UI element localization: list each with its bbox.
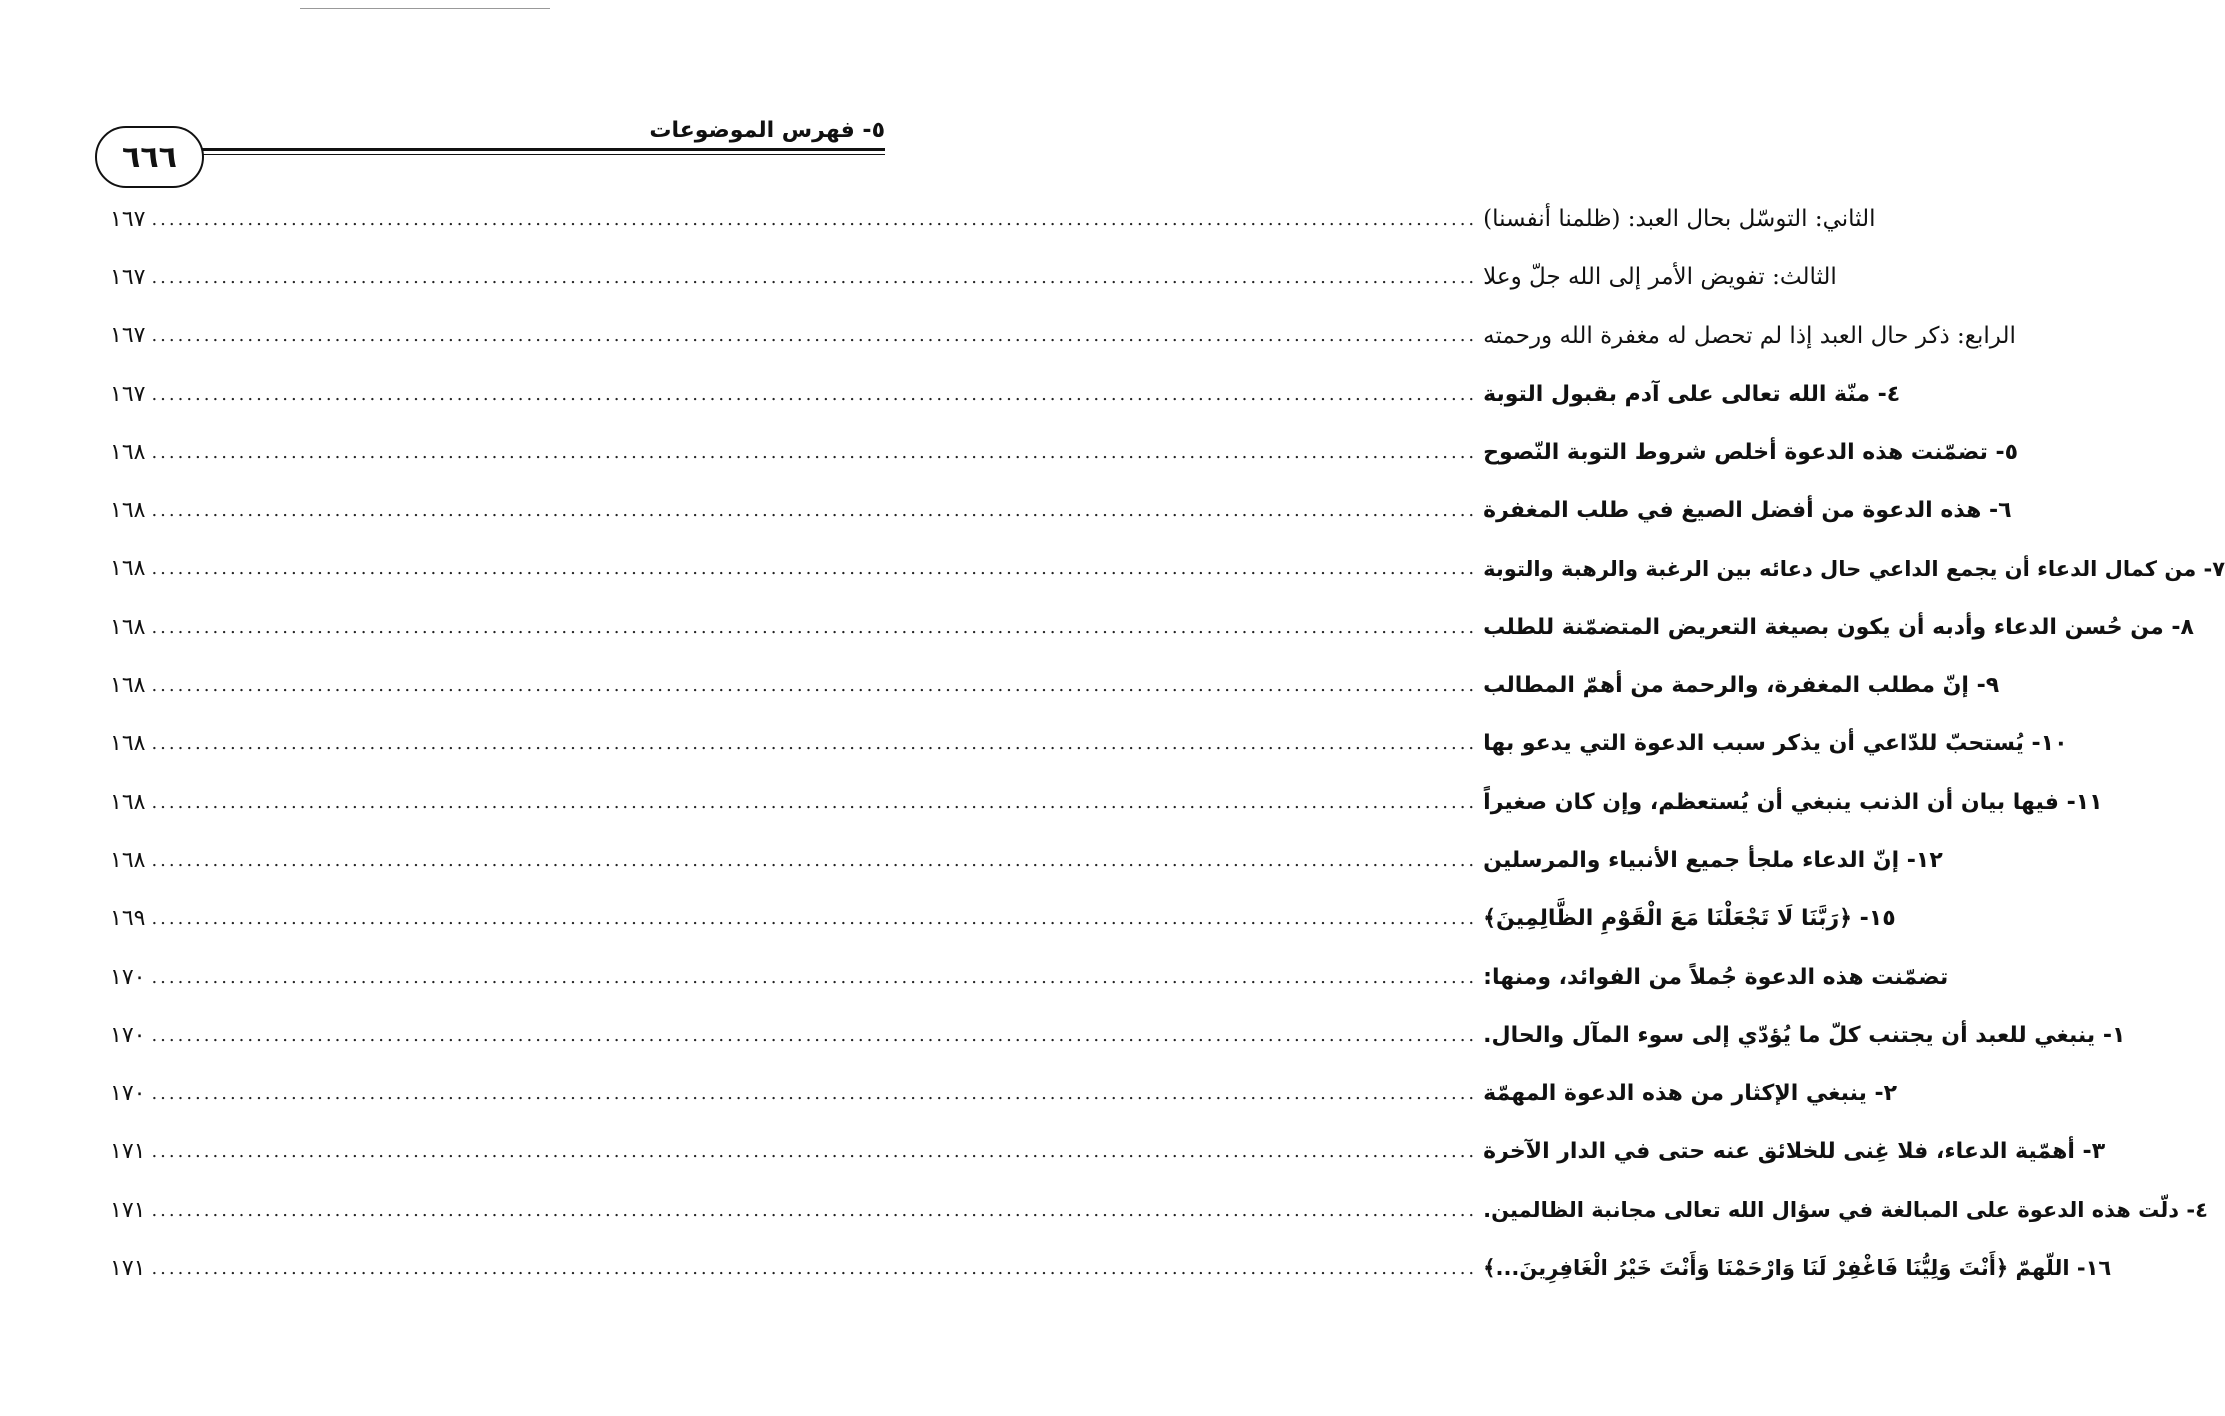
toc-entry-title: الرابع: ذكر حال العبد إذا لم تحصل له مغفرة الله ورحمته (1483, 322, 2016, 349)
toc-entry (110, 1064, 1898, 1122)
toc-entry (110, 773, 2103, 831)
toc-entry (110, 190, 1876, 248)
page-number-badge: ٦٦٦ (95, 126, 204, 188)
toc-entry (110, 890, 1896, 948)
toc-page-number: ١٦٩ (110, 906, 146, 932)
toc-entry-title: تضمّنت هذه الدعوة جُملاً من الفوائد، ومنها: (1483, 964, 1949, 990)
toc-page-number: ١٧١ (110, 1255, 146, 1281)
section-title: ٥- فهرس الموضوعات (649, 118, 885, 143)
toc-entry-title: ١٥- ﴿رَبَّنَا لَا تَجْعَلْنَا مَعَ الْقَوْمِ الظَّالِمِينَ﴾ (1483, 906, 1896, 932)
toc-leader-dots (151, 209, 1477, 230)
toc-entry (110, 365, 1901, 423)
toc-leader-dots (151, 267, 1477, 288)
toc-leader-dots (151, 1083, 1477, 1104)
toc-entry (110, 656, 2000, 714)
toc-leader-dots (151, 733, 1477, 754)
toc-entry (110, 248, 1837, 306)
toc-entry-title: ٢- ينبغي الإكثار من هذه الدعوة المهمّة (1483, 1081, 1898, 1107)
toc-entry (110, 540, 2225, 598)
toc-entry (110, 1123, 2106, 1181)
toc-page-number: ١٦٨ (110, 498, 146, 524)
toc-entry-title: ٦- هذه الدعوة من أفضل الصيغ في طلب المغفرة (1483, 498, 2012, 524)
toc-entry-title: ٨- من حُسن الدعاء وأدبه أن يكون بصيغة التعريض المتضمّنة للطلب (1483, 614, 2194, 640)
toc-page-number: ١٧٠ (110, 1081, 146, 1107)
toc-entry-title: ٧- من كمال الدعاء أن يجمع الداعي حال دعائه بين الرغبة والرهبة والتوبة (1483, 556, 2225, 581)
toc-leader-dots (151, 1025, 1477, 1046)
toc-leader-dots (151, 792, 1477, 813)
toc-entry-title: ٩- إنّ مطلب المغفرة، والرحمة من أهمّ المطالب (1483, 673, 2000, 699)
toc-entry (110, 307, 2016, 365)
toc-entry (110, 598, 2194, 656)
toc-entry-title: ٤- منّة الله تعالى على آدم بقبول التوبة (1483, 381, 1901, 407)
toc-entry-title: ١٠- يُستحبّ للدّاعي أن يذكر سبب الدعوة التي يدعو بها (1483, 731, 2068, 757)
toc-entry-title: ١- ينبغي للعبد أن يجتنب كلّ ما يُؤدّي إلى سوء المآل والحال. (1483, 1022, 2126, 1048)
toc-entry (110, 1239, 2112, 1297)
toc-page-number: ١٦٧ (110, 264, 146, 290)
toc-page-number: ١٧١ (110, 1197, 146, 1223)
toc-page-number: ١٦٨ (110, 847, 146, 873)
toc-entry-title: ٤- دلّت هذه الدعوة على المبالغة في سؤال الله تعالى مجانبة الظالمين. (1483, 1198, 2208, 1223)
toc-entry-title: ١٦- اللّهمّ ﴿أَنْتَ وَلِيُّنَا فَاغْفِرْ لَنَا وَارْحَمْنَا وَأَنْتَ خَيْرُ الْغَافِرِينَ...﴾ (1483, 1256, 2112, 1281)
table-of-contents (110, 190, 2225, 1298)
toc-entry (110, 481, 2012, 539)
toc-leader-dots (151, 1200, 1477, 1221)
toc-entry (110, 715, 2068, 773)
toc-entry-title: ٣- أهمّية الدعاء، فلا غِنى للخلائق عنه حتى في الدار الآخرة (1483, 1139, 2106, 1165)
toc-entry-title: ١١- فيها بيان أن الذنب ينبغي أن يُستعظم، وإن كان صغيراً (1483, 789, 2103, 815)
toc-page-number: ١٦٧ (110, 381, 146, 407)
toc-leader-dots (151, 967, 1477, 988)
toc-page-number: ١٧٠ (110, 964, 146, 990)
top-scan-rule (300, 8, 550, 9)
header-rule-thin (199, 154, 885, 155)
header-rule-thick (199, 148, 885, 151)
toc-entry-title: الثاني: التوسّل بحال العبد: (ظلمنا أنفسنا) (1483, 206, 1876, 233)
toc-leader-dots (151, 617, 1477, 638)
toc-page-number: ١٦٨ (110, 789, 146, 815)
toc-leader-dots (151, 908, 1477, 929)
toc-page-number: ١٦٧ (110, 323, 146, 349)
toc-entry (110, 831, 1943, 889)
toc-leader-dots (151, 500, 1477, 521)
toc-leader-dots (151, 384, 1477, 405)
toc-leader-dots (151, 1141, 1477, 1162)
toc-entry (110, 1181, 2208, 1239)
toc-page-number: ١٦٨ (110, 731, 146, 757)
toc-leader-dots (151, 675, 1477, 696)
toc-entry-title: الثالث: تفويض الأمر إلى الله جلّ وعلا (1483, 264, 1837, 291)
toc-page-number: ١٧٠ (110, 1022, 146, 1048)
toc-page-number: ١٦٨ (110, 614, 146, 640)
toc-entry-title: ٥- تضمّنت هذه الدعوة أخلص شروط التوبة النّصوح (1483, 439, 2019, 465)
toc-page-number: ١٦٨ (110, 556, 146, 582)
toc-page-number: ١٦٨ (110, 439, 146, 465)
page-header (95, 118, 885, 188)
toc-entry-title: ١٢- إنّ الدعاء ملجأ جميع الأنبياء والمرسلين (1483, 847, 1943, 873)
toc-leader-dots (151, 558, 1477, 579)
toc-entry (110, 948, 1949, 1006)
toc-leader-dots (151, 850, 1477, 871)
toc-entry (110, 423, 2019, 481)
toc-leader-dots (151, 1258, 1477, 1279)
toc-page-number: ١٦٧ (110, 206, 146, 232)
toc-leader-dots (151, 325, 1477, 346)
toc-page-number: ١٦٨ (110, 673, 146, 699)
toc-leader-dots (151, 442, 1477, 463)
toc-page-number: ١٧١ (110, 1139, 146, 1165)
toc-entry (110, 1006, 2126, 1064)
